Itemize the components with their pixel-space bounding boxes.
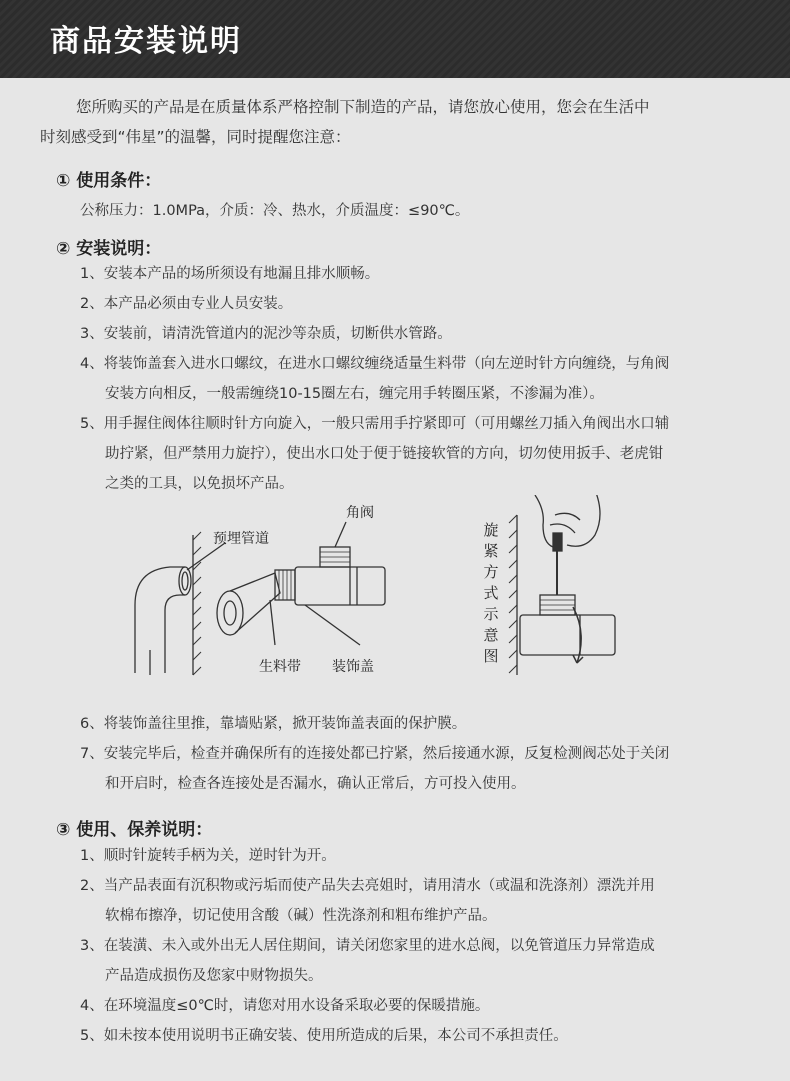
label-embedded-pipe: 预埋管道 (213, 531, 269, 547)
intro-line-2: 时刻感受到“伟星”的温馨，同时提醒您注意： (40, 128, 351, 146)
section3-item-5: 5、如未按本使用说明书正确安装、使用所造成的后果，本公司不承担责任。 (80, 1028, 568, 1044)
section2-title: ② 安装说明： (56, 239, 162, 259)
section3-item-2: 2、当产品表面有沉积物或污垢而使产品失去亮姐时，请用清水（或温和洗涤剂）漂洗并用 (80, 878, 655, 894)
label-tightening-method: 旋紧方式示意图 (483, 521, 499, 665)
installation-diagram (125, 495, 635, 695)
label-sealing-tape: 生料带 (259, 659, 301, 675)
intro-line-1: 您所购买的产品是在质量体系严格控制下制造的产品，请您放心使用，您会在生活中 (76, 98, 650, 116)
section3-title: ③ 使用、保养说明： (56, 820, 213, 840)
section2-item-1: 1、安装本产品的场所须设有地漏且排水顺畅。 (80, 266, 380, 282)
section2-item-5-cont2: 之类的工具，以免损坏产品。 (105, 476, 294, 492)
section3-item-2-cont: 软棉布擦净，切记使用含酸（碱）性洗涤剂和粗布维护产品。 (105, 908, 497, 924)
section2-item-7-cont: 和开启时，检查各连接处是否漏水，确认正常后，方可投入使用。 (105, 776, 526, 792)
section1-text: 公称压力：1.0MPa，介质：冷、热水，介质温度：≤90℃。 (80, 203, 470, 219)
section2-item-4-cont: 安装方向相反，一般需缠绕10-15圈左右，缠完用手转圈压紧，不渗漏为准）。 (105, 386, 604, 402)
section2-item-5: 5、用手握住阀体往顺时针方向旋入，一般只需用手拧紧即可（可用螺丝刀插入角阀出水口辅 (80, 416, 670, 432)
section3-item-4: 4、在环境温度≤0℃时，请您对用水设备采取必要的保暖措施。 (80, 998, 490, 1014)
label-angle-valve: 角阀 (346, 505, 374, 521)
section2-item-7: 7、安装完毕后，检查并确保所有的连接处都已拧紧，然后接通水源，反复检测阀芯处于关闭 (80, 746, 670, 762)
section2-item-4: 4、将装饰盖套入进水口螺纹，在进水口螺纹缠绕适量生料带（向左逆时针方向缠绕，与角阀 (80, 356, 670, 372)
section3-item-3: 3、在装潢、未入或外出无人居住期间，请关闭您家里的进水总阀，以免管道压力异常造成 (80, 938, 655, 954)
section1-title: ① 使用条件： (56, 171, 162, 191)
section3-item-3-cont: 产品造成损伤及您家中财物损失。 (105, 968, 323, 984)
section3-item-1: 1、顺时针旋转手柄为关，逆时针为开。 (80, 848, 336, 864)
section2-item-6: 6、将装饰盖往里推，靠墙贴紧，掀开装饰盖表面的保护膜。 (80, 716, 467, 732)
intro-paragraph (40, 92, 755, 152)
page-title: 商品安装说明 (50, 24, 242, 59)
label-decorative-cover: 装饰盖 (332, 659, 374, 675)
section2-item-2: 2、本产品必须由专业人员安装。 (80, 296, 293, 312)
section2-item-5-cont: 助拧紧，但严禁用力旋拧），使出水口处于便于链接软管的方向，切勿使用扳手、老虎钳 (105, 446, 664, 462)
section2-item-3: 3、安装前，请清洗管道内的泥沙等杂质，切断供水管路。 (80, 326, 452, 342)
page-header (0, 0, 790, 78)
